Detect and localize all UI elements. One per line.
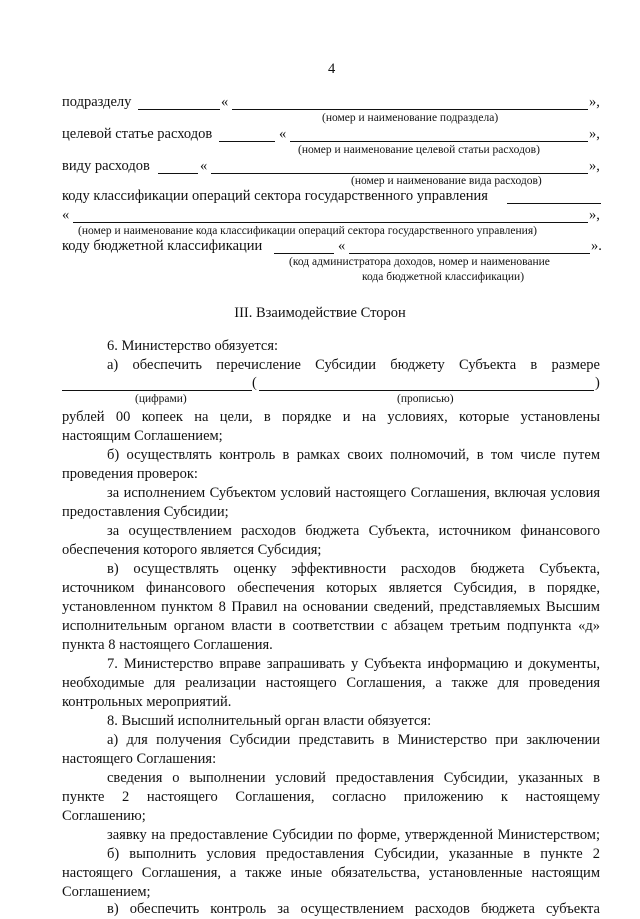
expense-type-label: виду расходов — [62, 158, 150, 174]
paragraph-8a-line-6: заявку на предоставление Субсидии по форме, утвержденной Министерством; — [107, 827, 600, 843]
kbk-number-blank[interactable] — [274, 253, 334, 254]
paragraph-8c-line-1: в) обеспечить контроль за осуществлением расходов бюджета субъекта — [107, 901, 600, 917]
paragraph-6b-line-4: предоставления Субсидии; — [62, 504, 229, 520]
paragraph-6c-line-2: источником финансового обеспечения которых является Субсидия, в порядке, — [62, 580, 600, 596]
paragraph-6b-line-5: за осуществлением расходов бюджета Субъекта, источником финансового — [107, 523, 600, 539]
paragraph-6b-line-6: обеспечения которого является Субсидия; — [62, 542, 322, 558]
target-article-open-quote: « — [279, 126, 287, 142]
amount-digits-hint: (цифрами) — [135, 393, 187, 405]
target-article-name-blank[interactable] — [290, 141, 588, 142]
paragraph-6c-line-4: исполнительным органом власти в соответствии с абзацем третьим подпункта «д» — [62, 618, 600, 634]
kosgu-open-quote: « — [62, 207, 70, 223]
paragraph-6b-line-3: за исполнением Субъектом условий настоящего Соглашения, включая условия — [107, 485, 600, 501]
amount-words-hint: (прописью) — [397, 393, 454, 405]
expense-type-close-quote: », — [589, 158, 600, 174]
target-article-hint: (номер и наименование целевой статьи расходов) — [298, 144, 540, 156]
amount-digits-blank[interactable] — [62, 390, 252, 391]
paragraph-6a-line-1: а) обеспечить перечисление Субсидии бюджету Субъекта в размере — [107, 357, 600, 373]
subdivision-number-blank[interactable] — [138, 109, 220, 110]
target-article-number-blank[interactable] — [219, 141, 275, 142]
section-title: III. Взаимодействие Сторон — [234, 305, 406, 321]
paragraph-6a-line-3: настоящим Соглашением; — [62, 428, 223, 444]
paragraph-8a-line-2: настоящего Соглашения: — [62, 751, 217, 767]
paragraph-6c-line-3: установленном пунктом 8 Правил на основании сведений, представляемых Высшим — [62, 599, 600, 615]
kbk-open-quote: « — [338, 238, 346, 254]
kbk-close-quote: ». — [591, 238, 602, 254]
paragraph-8b-line-3: Соглашением; — [62, 884, 151, 900]
expense-type-number-blank[interactable] — [158, 173, 198, 174]
kbk-hint-line-2: кода бюджетной классификации) — [362, 271, 525, 283]
kosgu-name-blank[interactable] — [73, 222, 588, 223]
kosgu-close-quote: », — [589, 207, 600, 223]
amount-close-paren: ) — [595, 375, 600, 391]
subdivision-hint: (номер и наименование подраздела) — [322, 112, 499, 124]
kosgu-hint: (номер и наименование кода классификации операций сектора государственного управления) — [78, 225, 537, 237]
subdivision-name-blank[interactable] — [232, 109, 588, 110]
subdivision-label: подразделу — [62, 94, 132, 110]
paragraph-8a-line-1: а) для получения Субсидии представить в Министерство при заключении — [107, 732, 600, 748]
paragraph-7-line-1: 7. Министерство вправе запрашивать у Субъекта информацию и документы, — [107, 656, 600, 672]
paragraph-6b-line-1: б) осуществлять контроль в рамках своих полномочий, в том числе путем — [107, 447, 600, 463]
paragraph-6-heading: 6. Министерство обязуется: — [107, 338, 279, 354]
paragraph-8b-line-1: б) выполнить условия предоставления Субсидии, указанные в пункте 2 — [107, 846, 600, 862]
target-article-label: целевой статье расходов — [62, 126, 213, 142]
subdivision-close-quote: », — [589, 94, 600, 110]
paragraph-6c-line-5: пункта 8 настоящего Соглашения. — [62, 637, 273, 653]
target-article-close-quote: », — [589, 126, 600, 142]
expense-type-open-quote: « — [200, 158, 208, 174]
subdivision-open-quote: « — [221, 94, 229, 110]
paragraph-8a-line-4: пункте 2 настоящего Соглашения, согласно приложению к настоящему — [62, 789, 600, 805]
kbk-hint-line-1: (код администратора доходов, номер и наименование — [289, 256, 550, 268]
expense-type-hint: (номер и наименование вида расходов) — [351, 175, 542, 187]
page-number: 4 — [328, 61, 336, 77]
kbk-name-blank[interactable] — [349, 253, 590, 254]
paragraph-7-line-2: необходимые для реализации настоящего Соглашения, а также для проведения — [62, 675, 600, 691]
paragraph-8-heading: 8. Высший исполнительный орган власти обязуется: — [107, 713, 432, 729]
paragraph-8b-line-2: настоящего Соглашения, а также иные обязательства, установленные настоящим — [62, 865, 600, 881]
paragraph-6a-line-2: рублей 00 копеек на цели, в порядке и на условиях, которые установлены — [62, 409, 600, 425]
paragraph-7-line-3: контрольных мероприятий. — [62, 694, 232, 710]
paragraph-6c-line-1: в) осуществлять оценку эффективности расходов бюджета Субъекта, — [107, 561, 600, 577]
paragraph-8a-line-5: Соглашению; — [62, 808, 146, 824]
kbk-label: коду бюджетной классификации — [62, 238, 263, 254]
amount-words-blank[interactable] — [259, 390, 594, 391]
paragraph-6b-line-2: проведения проверок: — [62, 466, 198, 482]
kosgu-number-blank[interactable] — [507, 203, 601, 204]
paragraph-8a-line-3: сведения о выполнении условий предоставления Субсидии, указанных в — [107, 770, 600, 786]
amount-open-paren: ( — [252, 375, 257, 391]
kosgu-label: коду классификации операций сектора государственного управления — [62, 188, 488, 204]
